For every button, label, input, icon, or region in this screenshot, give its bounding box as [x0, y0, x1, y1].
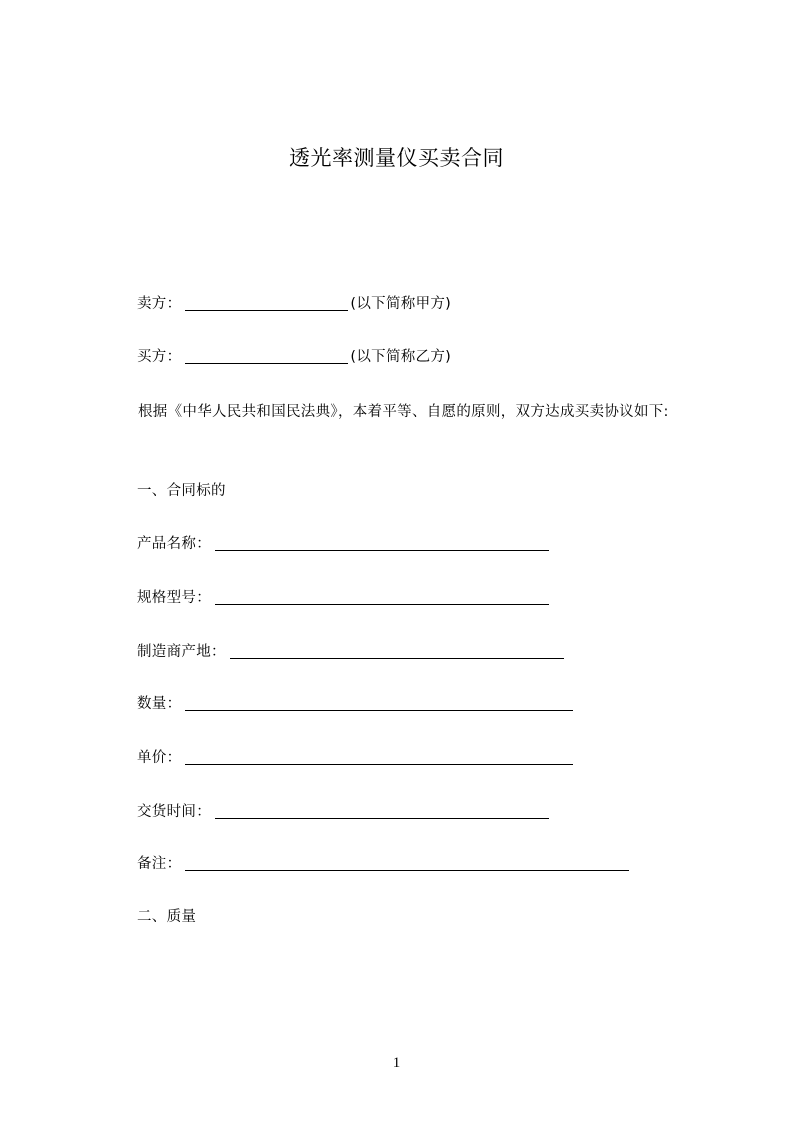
product-name-line	[137, 532, 551, 553]
product-name-blank	[215, 549, 549, 551]
quantity-line	[137, 692, 575, 713]
seller-blank	[185, 309, 348, 311]
remarks-label: 备注：	[137, 856, 182, 872]
model-line	[137, 586, 551, 607]
buyer-label: 买方：	[137, 349, 182, 365]
seller-label: 卖方：	[137, 296, 182, 312]
section-2-heading: 二、质量	[137, 909, 197, 925]
seller-line	[137, 292, 451, 313]
remarks-line	[137, 852, 631, 873]
unit-price-blank	[185, 763, 573, 765]
buyer-line	[137, 345, 451, 366]
section-1-heading: 一、合同标的	[137, 483, 226, 499]
manufacturer-blank	[230, 657, 564, 659]
unit-price-line	[137, 746, 575, 767]
product-name-label: 产品名称：	[137, 536, 211, 552]
buyer-blank	[185, 362, 348, 364]
page-number: 1	[392, 1055, 401, 1071]
delivery-time-blank	[215, 817, 549, 819]
unit-price-label: 单价：	[137, 750, 182, 766]
remarks-blank	[185, 869, 629, 871]
delivery-time-label: 交货时间：	[137, 804, 211, 820]
seller-suffix: (以下简称甲方)	[350, 296, 452, 312]
quantity-blank	[185, 709, 573, 711]
quantity-label: 数量：	[137, 696, 182, 712]
manufacturer-line	[137, 640, 566, 661]
model-label: 规格型号：	[137, 590, 211, 606]
buyer-suffix: (以下简称乙方)	[350, 349, 452, 365]
delivery-time-line	[137, 800, 551, 821]
model-blank	[215, 603, 549, 605]
preamble-paragraph: 根据《中华人民共和国民法典》，本着平等、自愿的原则，双方达成买卖协议如下:	[138, 404, 669, 420]
manufacturer-label: 制造商产地：	[137, 644, 226, 660]
document-title: 透光率测量仪买卖合同	[289, 146, 504, 170]
